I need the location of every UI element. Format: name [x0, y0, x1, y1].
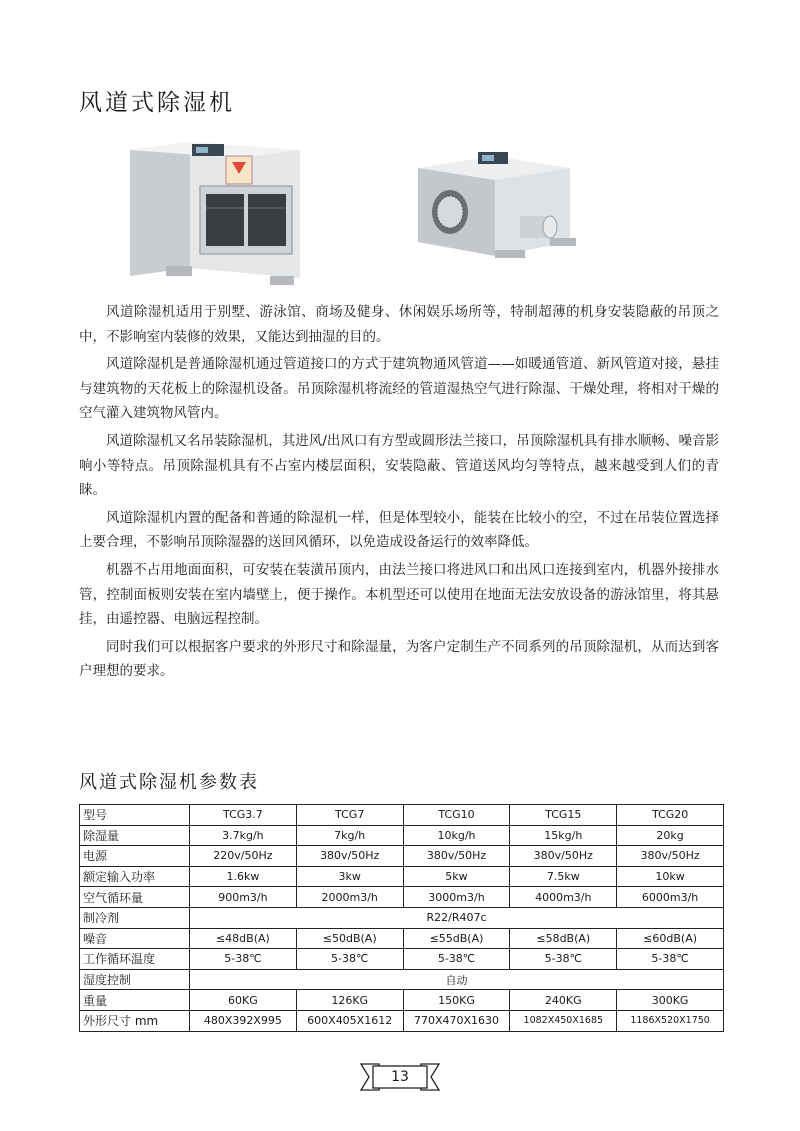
dehumidifier-photo-round-ports [400, 138, 595, 283]
table-row [80, 949, 724, 970]
table-row [80, 846, 724, 867]
row-label: 重量 [80, 990, 190, 1011]
table-row [80, 907, 724, 928]
table-cell: 3000m3/h [403, 887, 510, 908]
table-cell: 6000m3/h [617, 887, 724, 908]
table-cell: 220v/50Hz [190, 846, 297, 867]
table-row [80, 1010, 724, 1031]
table-row [80, 825, 724, 846]
table-cell: 4000m3/h [510, 887, 617, 908]
page-number [359, 1062, 441, 1092]
table-cell-span: R22/R407c [190, 907, 724, 928]
table-cell: 380v/50Hz [510, 846, 617, 867]
table-cell: ≤48dB(A) [190, 928, 297, 949]
page-number-text: 13 [391, 1069, 409, 1085]
paragraph-4: 风道除湿机内置的配备和普通的除湿机一样，但是体型较小，能装在比较小的空，不过在吊装位置选择上要合理，不影响吊顶除湿器的送回风循环，以免造成设备运行的效率降低。 [79, 509, 719, 551]
table-cell: 2000m3/h [296, 887, 403, 908]
row-label: 噪音 [80, 928, 190, 949]
table-cell: 900m3/h [190, 887, 297, 908]
table-cell: 380v/50Hz [296, 846, 403, 867]
paragraph-6: 同时我们可以根据客户要求的外形尺寸和除湿量，为客户定制生产不同系列的吊顶除湿机，从而达到客户理想的要求。 [79, 638, 719, 680]
table-cell: ≤50dB(A) [296, 928, 403, 949]
description [79, 300, 719, 687]
row-label: 电源 [80, 846, 190, 867]
table-cell: 150KG [403, 990, 510, 1011]
table-cell: 770X470X1630 [403, 1010, 510, 1031]
table-cell: 1.6kw [190, 866, 297, 887]
table-cell: 126KG [296, 990, 403, 1011]
paragraph-1: 风道除湿机适用于别墅、游泳馆、商场及健身、休闲娱乐场所等，特制超薄的机身安装隐蔽的吊顶之中，不影响室内装修的效果，又能达到抽湿的目的。 [79, 304, 719, 345]
table-cell: 3.7kg/h [190, 825, 297, 846]
row-label: 空气循环量 [80, 887, 190, 908]
paragraph-3: 风道除湿机又名吊装除湿机，其进风/出风口有方型或圆形法兰接口，吊顶除湿机具有排水顺畅、噪音影响小等特点。吊顶除湿机具有不占室内楼层面积，安装隐蔽、管道送风均匀等特点，越来越受到人们的青睐。 [79, 432, 719, 499]
table-cell: 3kw [296, 866, 403, 887]
table-row [80, 990, 724, 1011]
table-cell: 20kg [617, 825, 724, 846]
table-cell: 480X392X995 [190, 1010, 297, 1031]
table-cell: 240KG [510, 990, 617, 1011]
table-cell: 7kg/h [296, 825, 403, 846]
header-label: 型号 [80, 805, 190, 826]
row-label: 制冷剂 [80, 907, 190, 928]
table-cell: 5-38℃ [617, 949, 724, 970]
table-cell: 10kg/h [403, 825, 510, 846]
row-label: 湿度控制 [80, 969, 190, 990]
table-cell: 5-38℃ [510, 949, 617, 970]
spec-table [79, 804, 724, 1032]
page-title: 风道式除湿机 [79, 90, 235, 116]
table-title: 风道式除湿机参数表 [79, 772, 259, 793]
table-cell: 15kg/h [510, 825, 617, 846]
table-cell-span: 自动 [190, 969, 724, 990]
table-cell: 380v/50Hz [403, 846, 510, 867]
table-cell: 5-38℃ [403, 949, 510, 970]
table-cell: 10kw [617, 866, 724, 887]
table-row [80, 866, 724, 887]
table-header-row [80, 805, 724, 826]
table-cell: 5kw [403, 866, 510, 887]
model-cell: TCG10 [403, 805, 510, 826]
table-row [80, 887, 724, 908]
table-cell: 5-38℃ [190, 949, 297, 970]
row-label: 除湿量 [80, 825, 190, 846]
model-cell: TCG15 [510, 805, 617, 826]
table-cell: ≤58dB(A) [510, 928, 617, 949]
table-cell: 300KG [617, 990, 724, 1011]
table-cell: 380v/50Hz [617, 846, 724, 867]
paragraph-5: 机器不占用地面面积，可安装在装潢吊顶内，由法兰接口将进风口和出风口连接到室内，机器外接排水管，控制面板则安装在室内墙壁上，便于操作。本机型还可以使用在地面无法安放设备的游泳馆里，将其悬挂，由遥控器、电脑远程控制。 [79, 561, 719, 628]
table-cell: ≤55dB(A) [403, 928, 510, 949]
row-label: 额定输入功率 [80, 866, 190, 887]
table-cell: 1082X450X1685 [510, 1010, 617, 1031]
table-cell: 600X405X1612 [296, 1010, 403, 1031]
table-row [80, 969, 724, 990]
dehumidifier-photo-square-ports [120, 138, 320, 288]
model-cell: TCG3.7 [190, 805, 297, 826]
model-cell: TCG7 [296, 805, 403, 826]
paragraph-2: 风道除湿机是普通除湿机通过管道接口的方式于建筑物通风管道——如暖通管道、新风管道对接，悬挂与建筑物的天花板上的除湿机设备。吊顶除湿机将流经的管道湿热空气进行除湿、干燥处理，将相对干燥的空气灌入建筑物风管内。 [79, 356, 719, 422]
table-cell: ≤60dB(A) [617, 928, 724, 949]
row-label: 外形尺寸 mm [80, 1010, 190, 1031]
table-cell: 60KG [190, 990, 297, 1011]
table-row [80, 928, 724, 949]
model-cell: TCG20 [617, 805, 724, 826]
row-label: 工作循环温度 [80, 949, 190, 970]
table-cell: 5-38℃ [296, 949, 403, 970]
table-cell: 7.5kw [510, 866, 617, 887]
table-cell: 1186X520X1750 [617, 1010, 724, 1031]
